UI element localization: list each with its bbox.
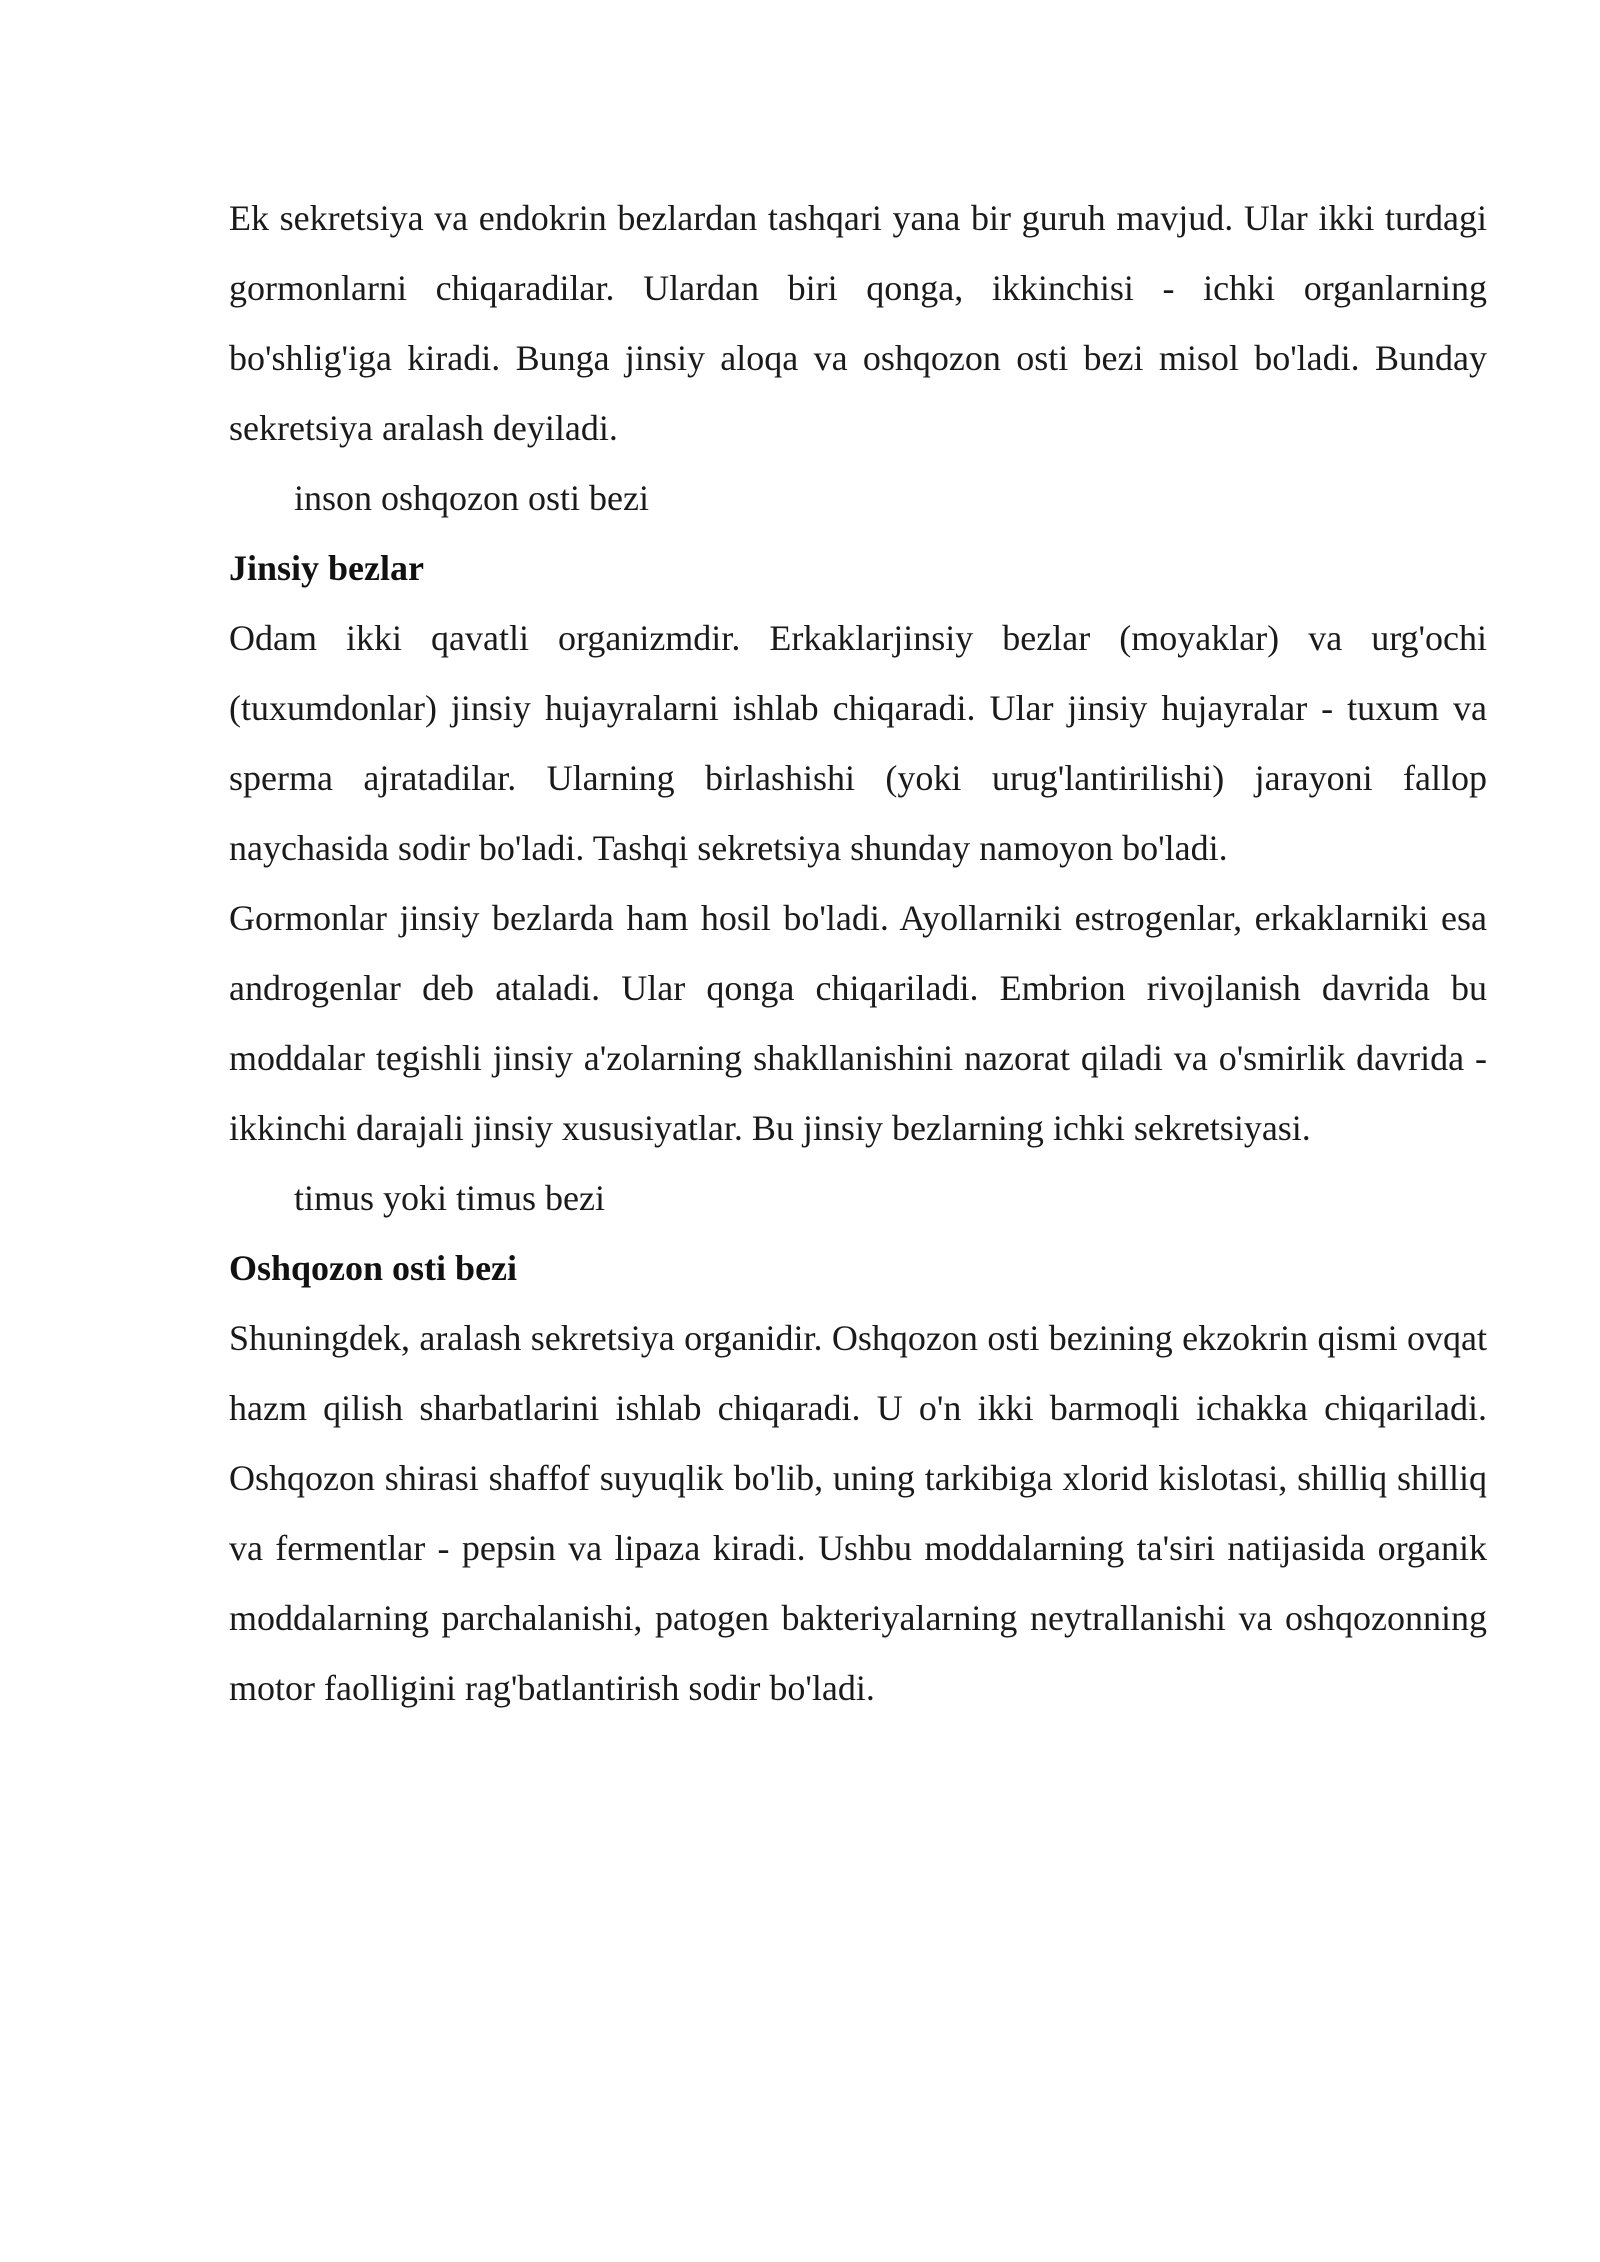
sex-glands-paragraph-2: Gormonlar jinsiy bezlarda ham hosil bo'ladi. Ayollarniki estrogenlar, erkaklarniki esa androgenlar deb ataladi. Ular qonga chiqariladi. Embrion rivojlanish davrida bu moddalar tegishli jinsiy a'zolarning shakllanishini nazorat qiladi va o'smirlik davrida - ikkinchi darajali jinsiy xususiyatlar. Bu jinsiy bezlarning ichki sekretsiyasi. (229, 898, 1487, 1148)
image-caption-pancreas: inson oshqozon osti bezi (294, 478, 649, 518)
pancreas-paragraph: Shuningdek, aralash sekretsiya organidir. Oshqozon osti bezining ekzokrin qismi ovqat hazm qilish sharbatlarini ishlab chiqaradi. U o'n ikki barmoqli ichakka chiqariladi. Oshqozon shirasi shaffof suyuqlik bo'lib, uning tarkibiga xlorid kislotasi, shilliq shilliq va fermentlar - pepsin va lipaza kiradi. Ushbu moddalarning ta'siri natijasida organik moddalarning parchalanishi, patogen bakteriyalarning neytrallanishi va oshqozonning motor faolligini rag'batlantirish sodir bo'ladi. (229, 1318, 1487, 1708)
document-body (229, 183, 1487, 1723)
intro-paragraph: Ek sekretsiya va endokrin bezlardan tashqari yana bir guruh mavjud. Ular ikki turdagi gormonlarni chiqaradilar. Ulardan biri qonga, ikkinchisi - ichki organlarning bo'shlig'iga kiradi. Bunga jinsiy aloqa va oshqozon osti bezi misol bo'ladi. Bunday sekretsiya aralash deyiladi. (229, 198, 1487, 448)
sex-glands-paragraph-1: Odam ikki qavatli organizmdir. Erkaklarjinsiy bezlar (moyaklar) va urg'ochi (tuxumdonlar) jinsiy hujayralarni ishlab chiqaradi. Ular jinsiy hujayralar - tuxum va sperma ajratadilar. Ularning birlashishi (yoki urug'lantirilishi) jarayoni fallop naychasida sodir bo'ladi. Tashqi sekretsiya shunday namoyon bo'ladi. (229, 618, 1487, 868)
image-caption-thymus: timus yoki timus bezi (294, 1178, 605, 1218)
section-heading-pancreas: Oshqozon osti bezi (229, 1248, 518, 1288)
section-heading-sex-glands: Jinsiy bezlar (229, 548, 424, 588)
